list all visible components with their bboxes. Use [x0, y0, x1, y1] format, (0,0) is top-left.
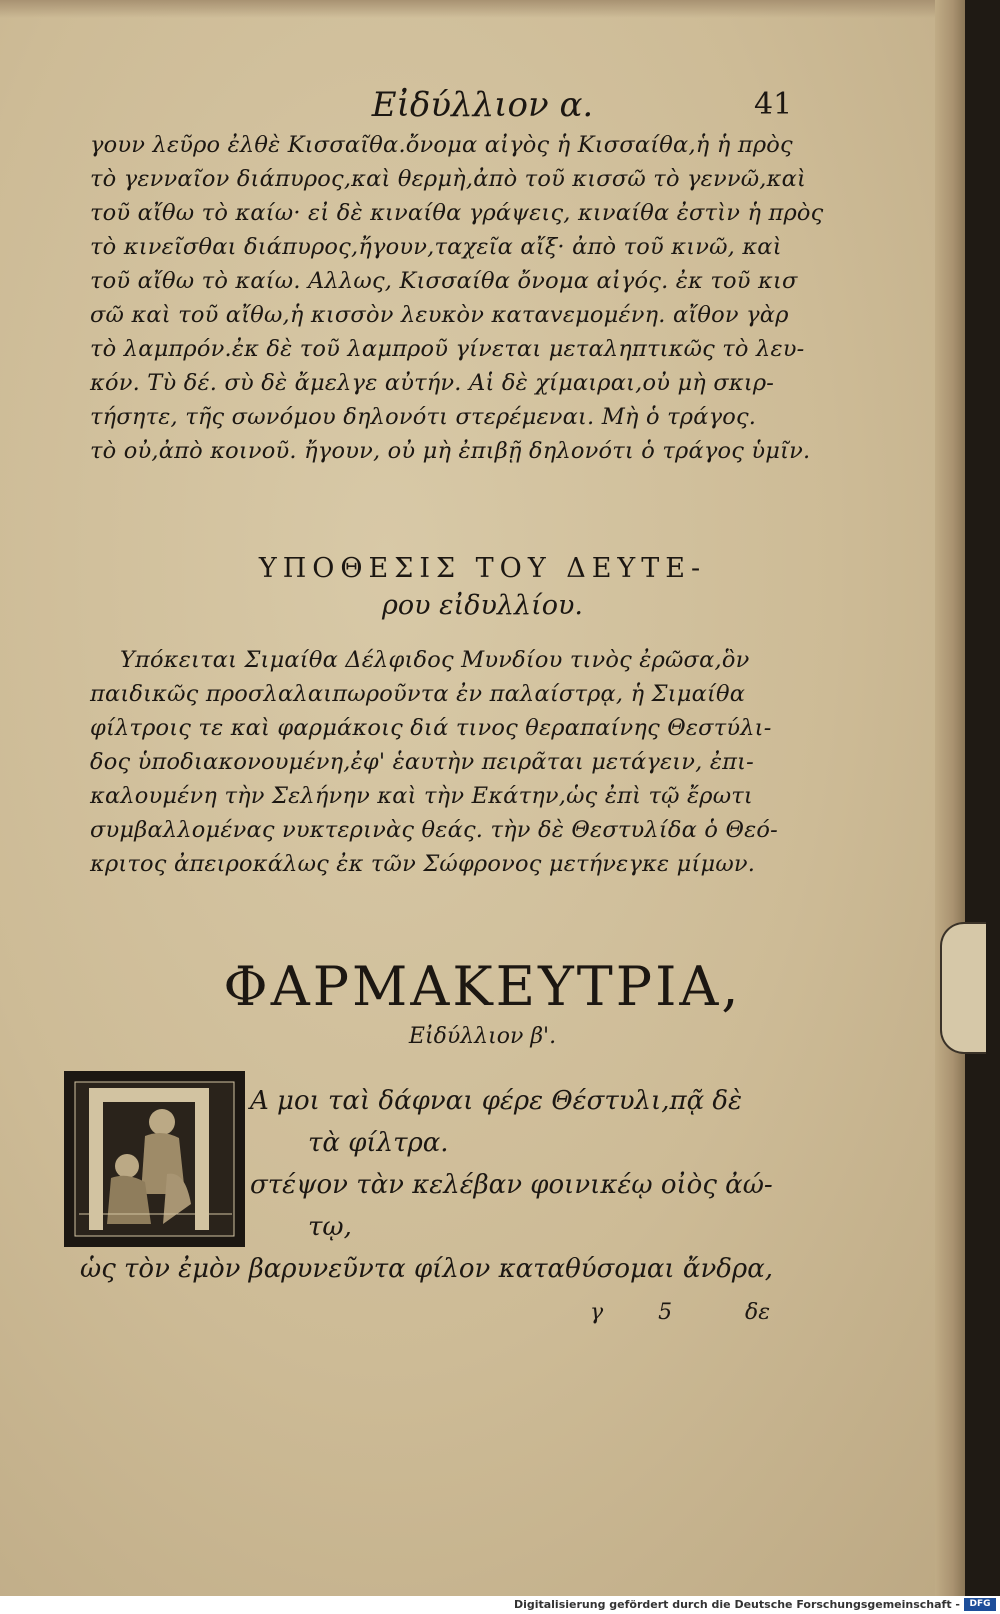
page-header — [0, 85, 965, 125]
commentary-line: τὸ κινεῖσθαι διάπυρος,ἤγουν,ταχεῖα αἴξ· ἀπὸ τοῦ κινῶ, καὶ — [90, 234, 782, 260]
commentary-line: τοῦ αἴθω τὸ καίω. Αλλως, Κισσαίθα ὄνομα αἰγός. ἐκ τοῦ κισ — [90, 268, 798, 294]
commentary-line: τὸ λαμπρόν.ἐκ δὲ τοῦ λαμπροῦ γίνεται μεταληπτικῶς τὸ λευ- — [90, 336, 805, 362]
page-edge-right — [935, 0, 965, 1596]
book-clip — [940, 922, 986, 1054]
hypothesis-heading: ΥΠΟΘΕΣΙΣ ΤΟΥ ΔΕΥΤΕ- — [258, 553, 707, 584]
dfg-logo-icon: DFG — [964, 1598, 996, 1611]
commentary-line: τὸ γενναῖον διάπυρος,καὶ θερμὴ,ἀπὸ τοῦ κισσῶ τὸ γεννῶ,καὶ — [90, 166, 806, 192]
page-shadow-top — [0, 0, 965, 18]
woodcut-initial-image — [64, 1071, 245, 1247]
hypothesis-line: Υπόκειται Σιμαίθα Δέλφιδος Μυνδίου τινὸς ἐρῶσα,ὃν — [120, 647, 750, 673]
verse-line: ὡς τὸν ἐμὸν βαρυνεῦντα φίλον καταθύσομαι ἄνδρα, — [80, 1254, 774, 1284]
hypothesis-heading-continued: ρου εἰδυλλίου. — [382, 590, 583, 621]
verse-line: Α μοι ταὶ δάφναι φέρε Θέστυλι,πᾷ δὲ — [250, 1086, 743, 1116]
catchword: δε — [745, 1300, 771, 1325]
footer-credit: Digitalisierung gefördert durch die Deutsche Forschungsgemeinschaft - — [513, 1598, 960, 1611]
commentary-line: τοῦ αἴθω τὸ καίω· εἰ δὲ κιναίθα γράψεις, κιναίθα ἐστὶν ἡ πρὸς — [90, 200, 824, 226]
verse-line: στέψον τὰν κελέβαν φοινικέῳ οἰὸς ἀώ- — [250, 1170, 773, 1200]
verse-line: τὰ φίλτρα. — [308, 1128, 449, 1158]
page-number: 41 — [754, 87, 793, 122]
hypothesis-line: παιδικῶς προσλαλαιπωροῦντα ἐν παλαίστρᾳ, ἡ Σιμαίθα — [90, 681, 746, 707]
signature-mark: γ 5 — [590, 1300, 697, 1325]
commentary-line: γουν λεῦρο ἐλθὲ Κισσαῖθα.ὄνομα αἰγὸς ἡ Κισσαίθα,ἡ ἡ πρὸς — [90, 132, 793, 158]
verse-line: τῳ, — [308, 1212, 352, 1242]
hypothesis-line: καλουμένη τὴν Σελήνην καὶ τὴν Εκάτην,ὡς ἐπὶ τῷ ἔρωτι — [90, 783, 753, 809]
hypothesis-line: κριτος ἀπειροκάλως ἐκ τῶν Σώφρονος μετήνεγκε μίμων. — [90, 851, 756, 877]
hypothesis-line: δος ὑποδιακονουμένη,ἐφ' ἑαυτὴν πειρᾶται μετάγειν, ἐπι- — [90, 749, 754, 775]
poem-title: ΦΑΡΜΑΚΕΥΤΡΙΑ, — [223, 955, 742, 1018]
commentary-line: κόν. Τὺ δέ. σὺ δὲ ἄμελγε αὐτήν. Αἱ δὲ χίμαιραι,οὐ μὴ σκιρ- — [90, 370, 775, 396]
commentary-line: σῶ καὶ τοῦ αἴθω,ἡ κισσὸν λευκὸν καταvεμομένη. αἴθον γὰρ — [90, 302, 789, 328]
hypothesis-line: φίλτροις τε καὶ φαρμάκοις διά τινος θεραπαίνης Θεστύλι- — [90, 715, 772, 741]
running-title: Εἰδύλλιον α. — [371, 85, 594, 125]
hypothesis-block — [90, 643, 780, 881]
commentary-line: τὸ οὐ,ἀπὸ κοινοῦ. ἤγουν, οὐ μὴ ἐπιβῇ δηλονότι ὁ τράγος ὑμῖν. — [90, 438, 811, 464]
hypothesis-line: συμβαλλομένας νυκτερινὰς θεάς. τὴν δὲ Θεστυλίδα ὁ Θεό- — [90, 817, 778, 843]
poem-subtitle: Εἰδύλλιον β'. — [408, 1024, 557, 1049]
woodcut-figures-icon — [67, 1074, 242, 1244]
commentary-block — [90, 128, 824, 468]
commentary-line: τήσητε, τῆς σωνόμου δηλονότι στερέμεναι. Μὴ ὁ τράγος. — [90, 404, 757, 430]
